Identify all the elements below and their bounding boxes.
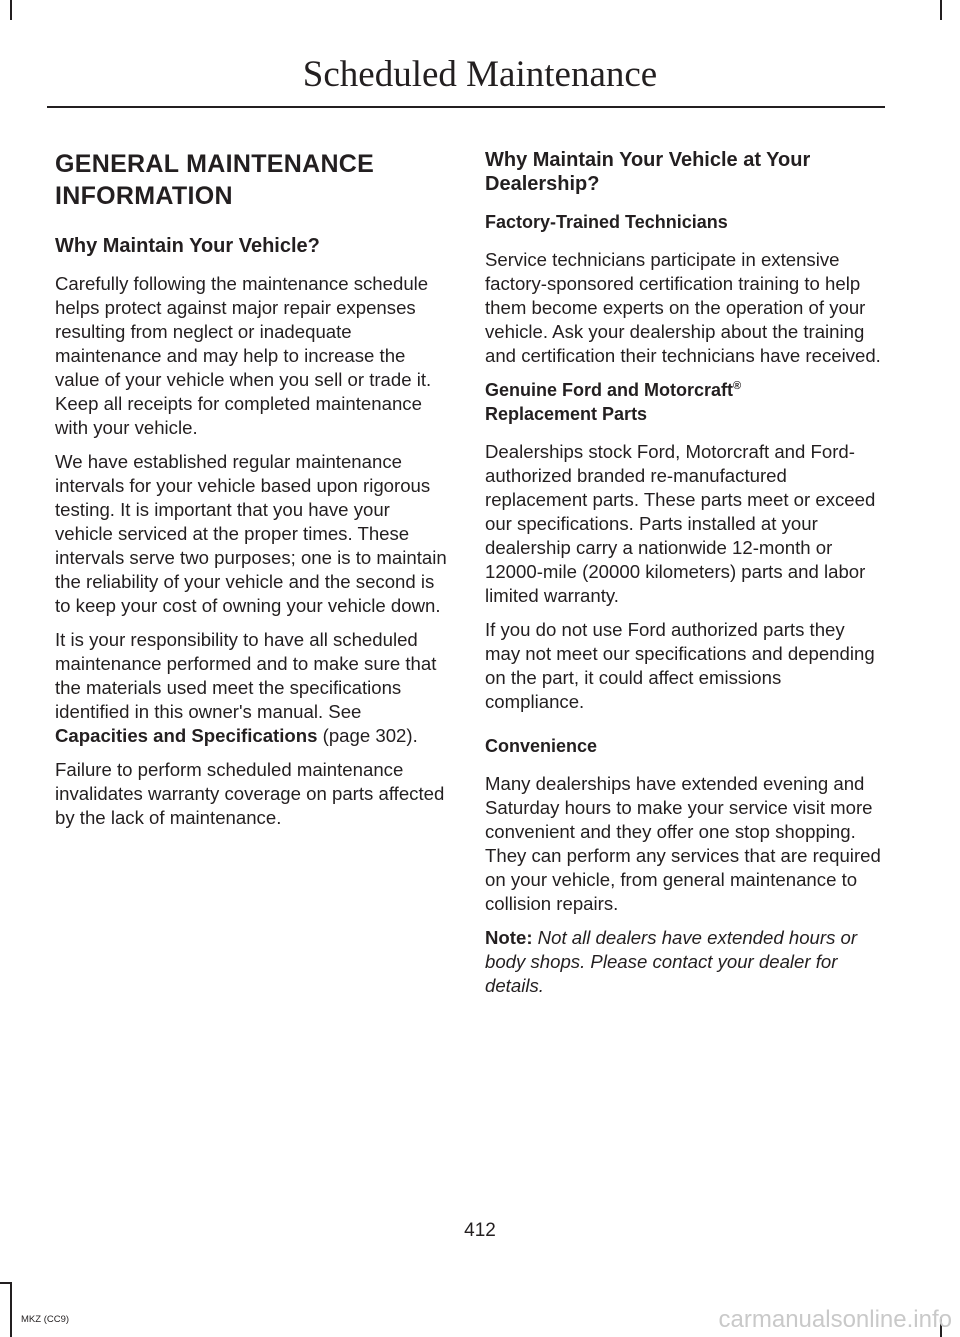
note-label: Note: <box>485 927 533 948</box>
note <box>485 926 883 998</box>
page-header-title: Scheduled Maintenance <box>302 54 658 95</box>
heading-convenience: Convenience <box>485 736 598 756</box>
heading-parts-brand: Genuine Ford and Motorcraft <box>485 380 734 400</box>
paragraph-maintenance-intervals: We have established regular maintenance intervals for your vehicle based upon rigorous testing. It is important that you have your vehicle serviced at the proper times. These intervals serve two purposes; one is to maintain the reliability of your vehicle and the second is to keep your cost of owning your vehicle down. <box>55 451 447 616</box>
subheading-why-maintain: Why Maintain Your Vehicle? <box>55 235 320 257</box>
section-title: GENERAL MAINTENANCE INFORMATION <box>55 150 375 210</box>
paragraph-parts-authorized: If you do not use Ford authorized parts they may not meet our specifications and depending on the part, it could affect emissions compliance. <box>485 619 875 712</box>
paragraph-parts-stock: Dealerships stock Ford, Motorcraft and Ford-authorized branded re-manufactured replacement parts. These parts meet or exceed our specifications. Parts installed at your dealership carry a nationwide 12-month or 12000-mile (20000 kilometers) parts and labor limited warranty. <box>485 441 876 606</box>
model-code: MKZ (CC9) <box>21 1314 70 1325</box>
page-reference: (page 302). <box>317 725 418 746</box>
paragraph-convenience: Many dealerships have extended evening and Saturday hours to make your service visit more convenient and they offer one stop shopping. They can perform any services that are required on your vehicle, from general maintenance to collision repairs. <box>485 773 881 914</box>
heading-parts-suffix: Replacement Parts <box>485 404 648 424</box>
registered-mark: ® <box>733 380 742 392</box>
page-number: 412 <box>464 1220 496 1241</box>
capacities-specifications-link[interactable]: Capacities and Specifications <box>55 725 318 746</box>
crop-mark-bottom-left-v <box>10 1282 12 1337</box>
paragraph-technicians: Service technicians participate in extensive factory-sponsored certification training to help them become experts on the operation of your vehicle. Ask your dealership about the training and certification their technicians have received. <box>485 249 881 366</box>
crop-mark-top-right-v <box>940 0 942 20</box>
crop-mark-bottom-left-h <box>0 1282 12 1284</box>
heading-replacement-parts <box>485 378 883 426</box>
right-column <box>485 148 883 1008</box>
left-column <box>55 148 450 840</box>
paragraph-maintenance-schedule: Carefully following the maintenance schedule helps protect against major repair expenses resulting from neglect or inadequate maintenance and may help to increase the value of your vehicle when you sell or trade it. Keep all receipts for completed maintenance with your vehicle. <box>55 273 432 438</box>
subheading-dealership: Why Maintain Your Vehicle at Your Dealership? <box>485 149 811 195</box>
heading-factory-technicians: Factory-Trained Technicians <box>485 212 728 232</box>
note-text: Not all dealers have extended hours or body shops. Please contact your dealer for details. <box>485 927 858 996</box>
watermark: carmanualsonline.info <box>718 1306 952 1333</box>
paragraph-warranty-failure: Failure to perform scheduled maintenance invalidates warranty coverage on parts affected by the lack of maintenance. <box>55 759 445 828</box>
paragraph-responsibility <box>55 628 450 748</box>
responsibility-text: It is your responsibility to have all scheduled maintenance performed and to make sure that the materials used meet the specifications identified in this owner's manual. See <box>55 629 437 722</box>
crop-mark-top-left-v <box>10 0 12 20</box>
header-divider <box>47 106 885 108</box>
